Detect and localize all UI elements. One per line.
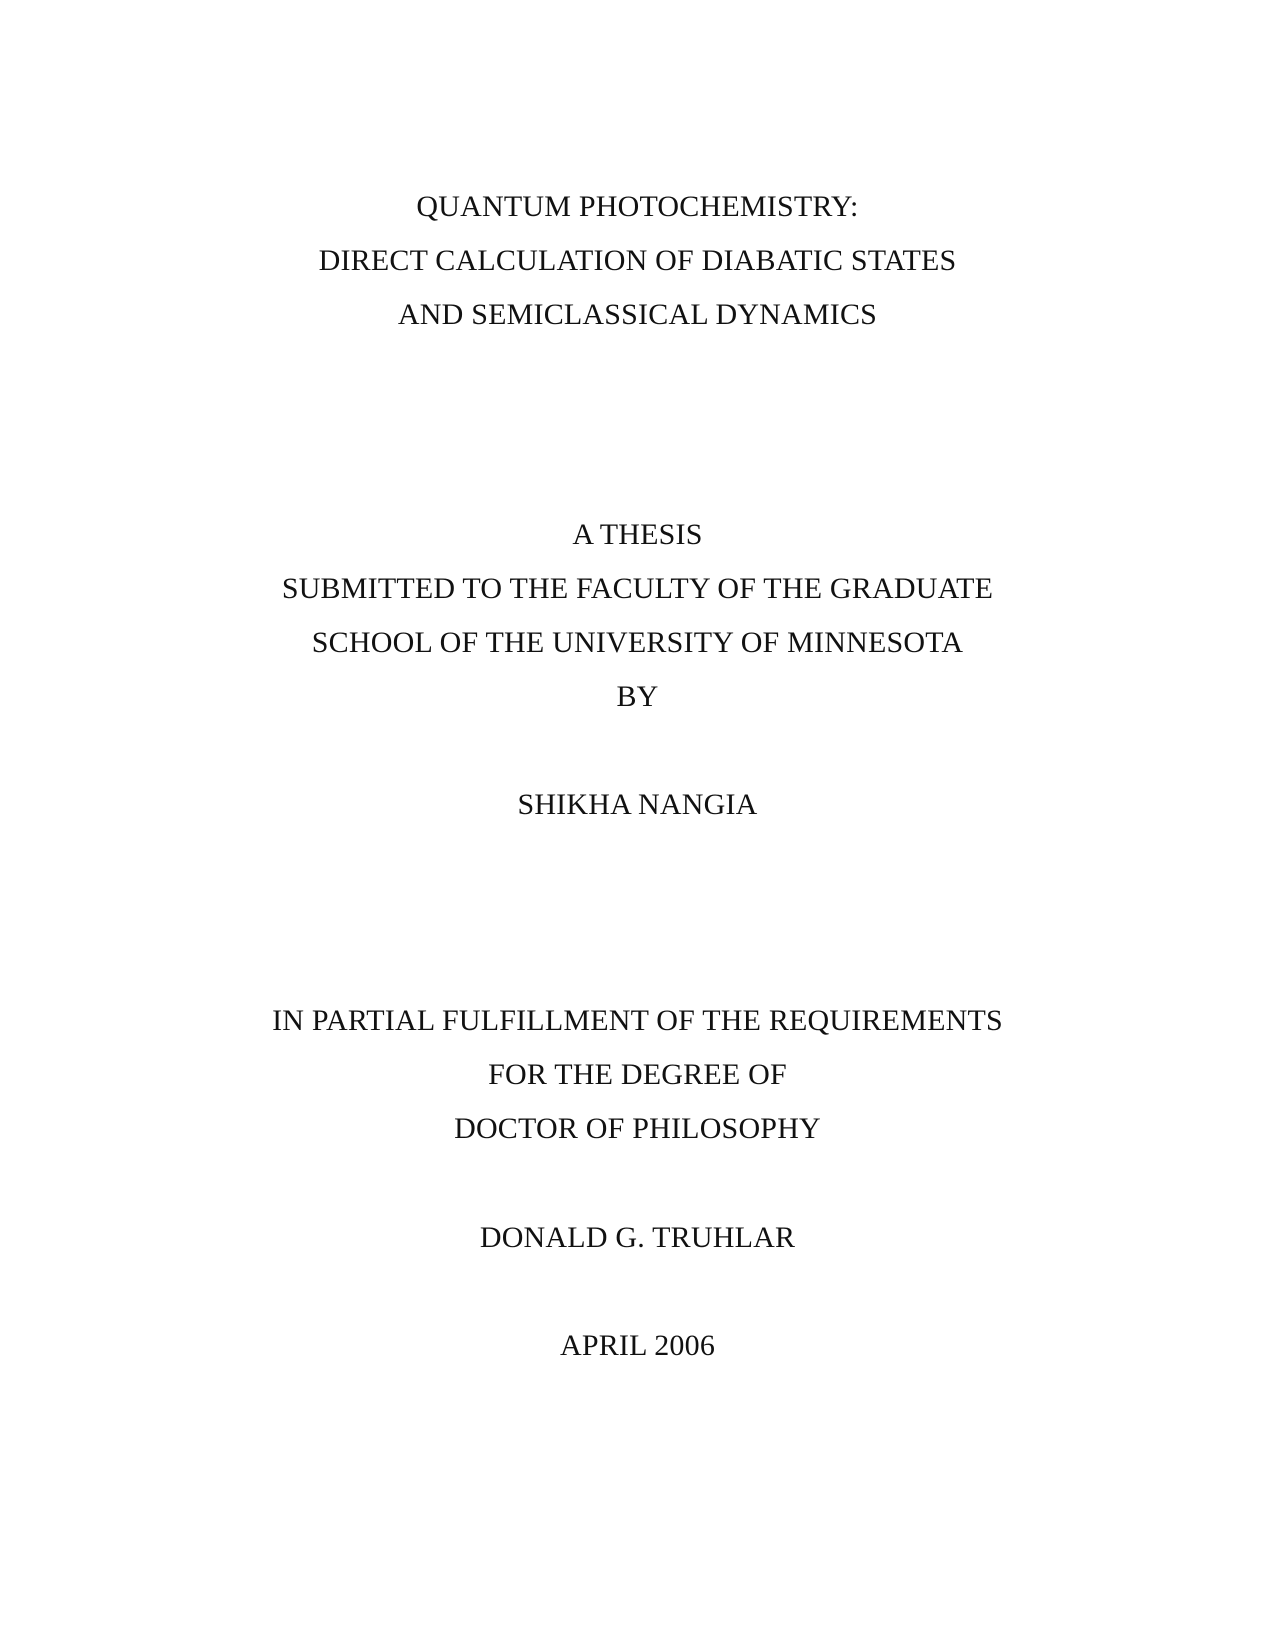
statement-line: SCHOOL OF THE UNIVERSITY OF MINNESOTA [311, 626, 964, 659]
submission-date [0, 1319, 1275, 1373]
advisor-line: DONALD G. TRUHLAR [479, 1221, 796, 1254]
thesis-title [0, 180, 1275, 342]
author-line: SHIKHA NANGIA [517, 788, 758, 821]
author-name [0, 778, 1275, 832]
statement-line: A THESIS [572, 518, 703, 551]
statement-line: BY [616, 680, 659, 713]
title-line: QUANTUM PHOTOCHEMISTRY: [416, 190, 859, 223]
title-line: AND SEMICLASSICAL DYNAMICS [397, 298, 878, 331]
fulfillment-line: DOCTOR OF PHILOSOPHY [454, 1112, 821, 1145]
title-line: DIRECT CALCULATION OF DIABATIC STATES [318, 244, 957, 277]
fulfillment-line: FOR THE DEGREE OF [488, 1058, 787, 1091]
advisor-name [0, 1211, 1275, 1265]
degree-statement [0, 994, 1275, 1156]
date-line: APRIL 2006 [559, 1329, 716, 1362]
statement-line: SUBMITTED TO THE FACULTY OF THE GRADUATE [281, 572, 994, 605]
fulfillment-line: IN PARTIAL FULFILLMENT OF THE REQUIREMENTS [272, 1004, 1003, 1037]
submission-statement [0, 508, 1275, 724]
